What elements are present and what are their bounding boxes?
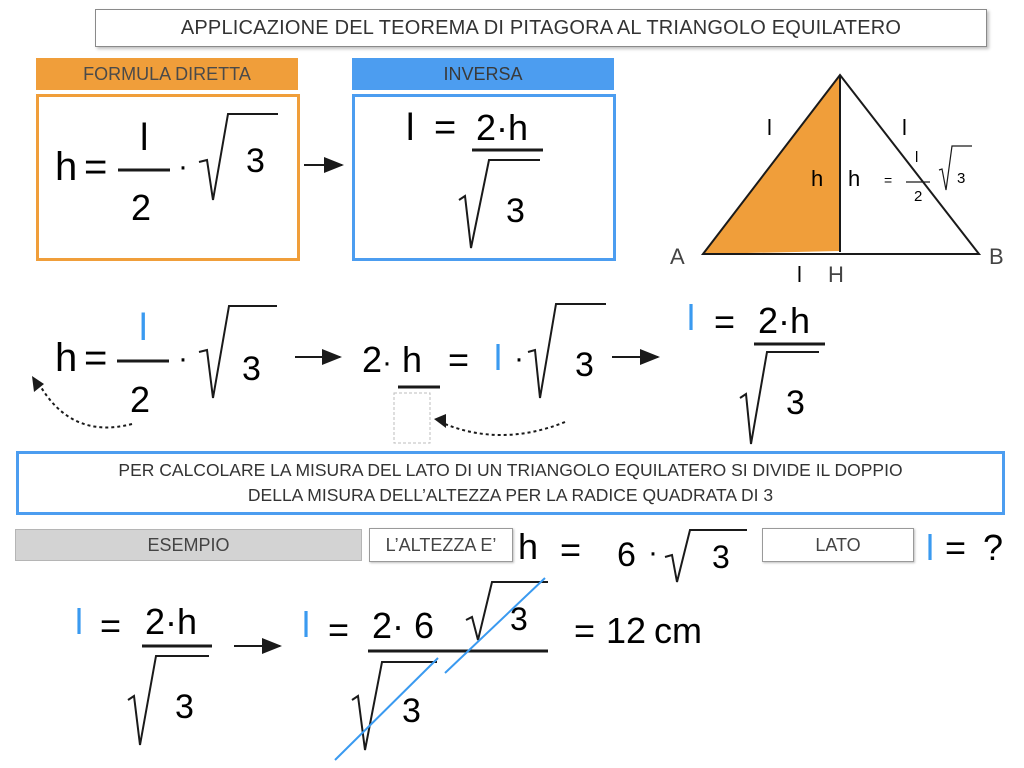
- small-radicand-3: 3: [957, 170, 966, 187]
- var-h: h: [402, 339, 423, 380]
- blue-l: l: [687, 297, 695, 338]
- vertex-b-label: B: [989, 244, 1004, 269]
- result-value: 12: [606, 610, 647, 651]
- cancel-line-denominator: [335, 658, 438, 760]
- equals-sign: =: [714, 301, 736, 342]
- equals-sign: =: [560, 529, 582, 570]
- blue-l: l: [494, 337, 502, 378]
- vertex-a-label: A: [670, 244, 685, 269]
- small-sqrt-symbol: [939, 146, 972, 190]
- equals-sign: =: [448, 339, 470, 380]
- var-l: l: [406, 107, 415, 149]
- var-h: h: [55, 145, 78, 189]
- rule-line-1: PER CALCOLARE LA MISURA DEL LATO DI UN TRIANGOLO EQUILATERO SI DIVIDE IL DOPPIO: [118, 460, 903, 480]
- equals-sign: =: [328, 609, 350, 650]
- sqrt-symbol: [466, 582, 548, 640]
- radicand-3: 3: [175, 688, 194, 726]
- red-2-denominator: 2: [130, 379, 151, 420]
- equilateral-triangle-diagram: [670, 75, 1004, 287]
- example-label: ESEMPIO: [15, 529, 362, 561]
- cancel-line-numerator: [445, 578, 545, 673]
- side-label: LATO: [762, 528, 914, 562]
- equals-sign: =: [100, 605, 122, 646]
- arrow-head-icon: [434, 414, 446, 428]
- radicand-3: 3: [712, 539, 730, 575]
- example-row: [518, 526, 1003, 582]
- equals-sign: =: [84, 336, 108, 380]
- equals-sign: =: [945, 527, 967, 568]
- height-right-label: h: [848, 166, 861, 191]
- foot-h-label: H: [828, 262, 844, 287]
- radicand-3: 3: [510, 601, 528, 637]
- radicand-3: 3: [575, 346, 594, 384]
- empty-denominator-placeholder: [394, 393, 430, 443]
- formula-inverse: [406, 107, 543, 248]
- radicand-3: 3: [402, 692, 421, 730]
- fraction-denominator-2: 2: [131, 187, 152, 228]
- fraction-numerator-l: l: [140, 117, 149, 159]
- multiply-dot: ·: [178, 150, 188, 183]
- blue-l: l: [926, 527, 934, 568]
- numerator-2h: 2·h: [758, 300, 811, 341]
- sqrt-symbol: [352, 662, 437, 750]
- multiply-dot: ·: [382, 346, 392, 379]
- small-den-2: 2: [914, 188, 923, 205]
- radicand-3: 3: [242, 350, 261, 388]
- formula-direct-label: FORMULA DIRETTA: [36, 58, 298, 90]
- result-unit: cm: [654, 610, 702, 651]
- value-6: 6: [617, 536, 636, 574]
- radicand-3: 3: [506, 192, 525, 230]
- derivation-row: [32, 297, 825, 444]
- value-2: 2: [362, 339, 383, 380]
- sqrt-symbol: [199, 306, 277, 398]
- radicand-3: 3: [786, 384, 805, 422]
- height-left-label: h: [811, 166, 824, 191]
- sqrt-symbol: [740, 352, 819, 444]
- equals-sign: =: [84, 145, 108, 189]
- formula-direct: [55, 114, 278, 228]
- dotted-curve-arrow-left: [38, 382, 132, 427]
- sqrt-symbol: [199, 114, 278, 200]
- side-left-label: l: [767, 115, 772, 140]
- sqrt-symbol: [665, 530, 747, 582]
- equals-sign: =: [434, 107, 457, 149]
- dotted-curve-arrow-middle: [440, 422, 565, 435]
- rule-line-2: DELLA MISURA DELL’ALTEZZA PER LA RADICE QUADRATA DI 3: [247, 485, 774, 505]
- multiply-dot: ·: [648, 536, 658, 569]
- blue-l: l: [302, 604, 310, 645]
- question-mark: ?: [983, 527, 1004, 568]
- side-right-label: l: [902, 115, 907, 140]
- numerator-2-times-6: 2· 6: [372, 605, 435, 646]
- numerator-2h: 2·h: [145, 601, 198, 642]
- page-title: APPLICAZIONE DEL TEOREMA DI PITAGORA AL TRIANGOLO EQUILATERO: [95, 9, 987, 47]
- formula-inverse-label: INVERSA: [352, 58, 614, 90]
- var-h: h: [518, 526, 539, 567]
- radicand-3: 3: [246, 142, 265, 180]
- numerator-2h: 2·h: [476, 107, 529, 148]
- blue-l: l: [75, 601, 83, 642]
- var-h: h: [55, 336, 78, 380]
- blue-l-numerator: l: [139, 307, 148, 349]
- multiply-dot: ·: [178, 342, 188, 375]
- height-label: L’ALTEZZA E’: [369, 528, 513, 562]
- sqrt-symbol: [128, 656, 209, 745]
- bottom-computation: [75, 578, 702, 760]
- small-num-l: l: [915, 149, 919, 166]
- base-label: l: [797, 262, 802, 287]
- equals-sign: =: [574, 610, 596, 651]
- multiply-dot: ·: [514, 342, 524, 375]
- sqrt-symbol: [459, 160, 540, 248]
- sqrt-symbol: [528, 304, 606, 398]
- small-equals: =: [884, 172, 893, 188]
